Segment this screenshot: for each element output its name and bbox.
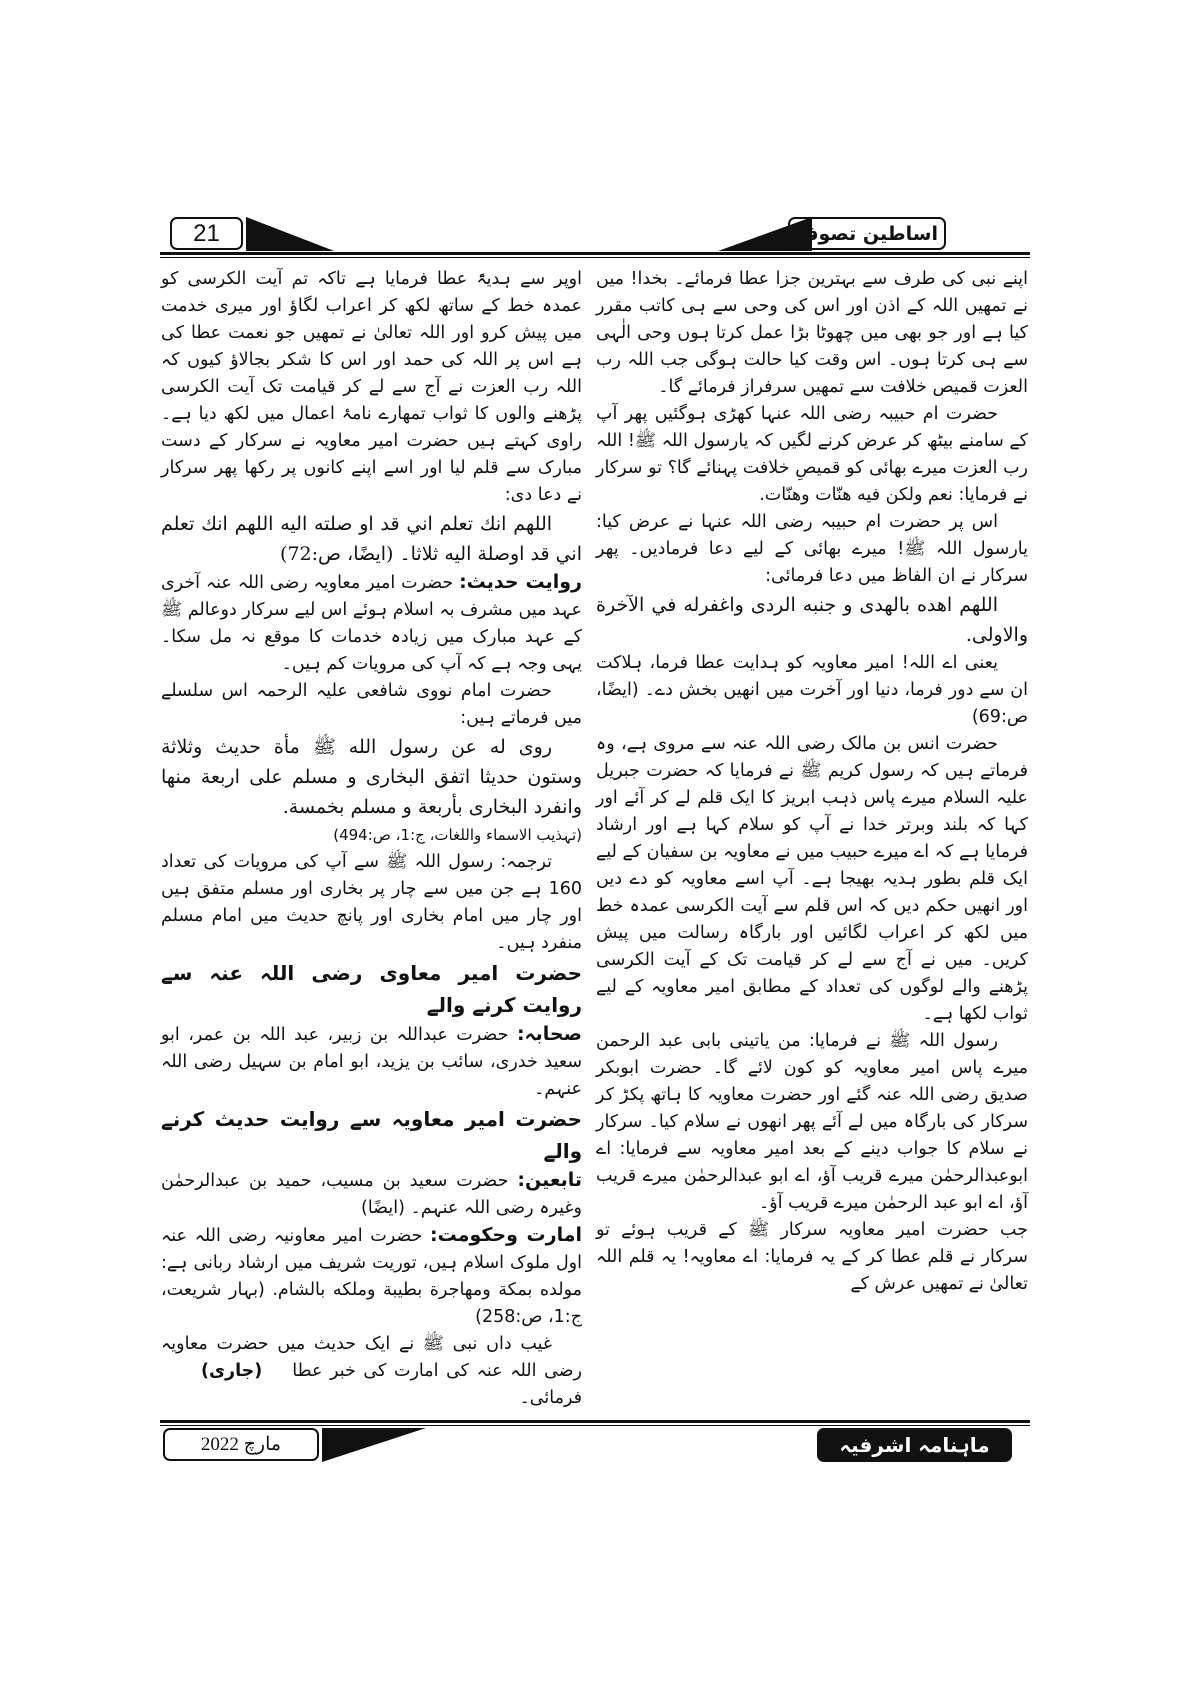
text-line: عبدالرحمٰن میرے قریب آؤ، اے ابو عبد الرحمٰن میرے قریب آؤ۔ [596, 1166, 1028, 1213]
section-label: روایت حدیث: [459, 571, 582, 593]
paragraph [161, 1167, 582, 1222]
text-line: عہد میں مشرف بہ اسلام ہوئے اس لیے سرکار دوعالم ﷺ کے عہد [161, 600, 582, 647]
text-line: وانفرد البخاری بأربعة و مسلم بخمسة. [282, 796, 582, 818]
paragraph [596, 266, 1028, 401]
text-line: گئے اور حضرت معاویہ کا ہاتھ پکڑ کر سرکار کی بارگاہ میں لے آئے پھر [596, 1085, 1028, 1132]
paragraph [161, 957, 582, 1021]
text-line: حضرت امام نووی شافعی علیہ الرحمہ اس سلسلے میں فرماتے ہیں: [161, 681, 582, 728]
text-line: اسلام ہیں، توریت شریف میں ارشاد ربانی ہے: مولده بمكة [161, 1253, 582, 1300]
paragraph [161, 569, 582, 678]
paragraph [161, 1103, 582, 1167]
text-line: لکھ کر اعراب لگائیں اور بارگاہ رسالت میں پیش کریں۔ میں نے آج [596, 923, 1028, 970]
text-line: ذہب ابریز کا ایک قلم لے کر آئے اور کہا کہ بلند وبرتر خدا نے آپ کو [596, 788, 1028, 835]
text-line: کر اعراب لگاؤ اور میری خدمت میں پیش کرو اور اللہ تعالیٰ نے تمھیں [161, 296, 582, 343]
text-line: غیب داں نبی ﷺ نے ایک حدیث میں حضرت معاویہ [161, 1334, 552, 1354]
text-line: دے دیں اور انھیں حکم دیں کہ اس قلم سے آیت الکرسی عمدہ خط میں [596, 869, 1028, 943]
section-title: اساطین تصوف [788, 217, 946, 250]
text-line: سلام کہا ہے اور ارشاد فرمایا ہے کہ اے میرے حبیب میں نے معاویہ [596, 815, 1028, 862]
text-line: 160 ہے جن میں سے چار پر بخاری اور مسلم متفق ہیں اور چار میں امام [161, 879, 582, 926]
paragraph [596, 731, 1028, 1028]
text-line: میرے پاس امیر معاویہ کو کون لائے گا۔ حضرت ابوبکر صدیق رضی اللہ عنہ [596, 1058, 1028, 1105]
text-line: یعنی اے اللہ! امیر معاویہ کو ہدایت عطا فرما، ہلاکت ان سے [596, 653, 1028, 700]
text-line: مبارک میں زیادہ خدمات کا موقع نہ مل سکا۔ یہی وجہ ہے کہ آپ کی [161, 627, 582, 674]
header-rule [160, 252, 1030, 258]
section-label: تابعین: [517, 1169, 582, 1191]
page-number: 21 [170, 217, 243, 250]
text-line: حضرت ام حبیبہ رضی اللہ عنہا کھڑی ہوگئیں پھر آپ کے سامنے بیٹھ کر عرض [596, 404, 1028, 451]
text-line: تعداد کے مطابق امیر معاویہ کے لیے ثواب لکھا ہے۔ [596, 977, 1028, 1024]
paragraph [161, 1331, 582, 1412]
text-line: ومهاجرة بطيبة وملكه بالشام. (بہار شریعت، ج:1، ص:258) [161, 1280, 582, 1327]
issue-date: مارچ 2022 [163, 1428, 319, 1461]
right-column [596, 266, 1028, 1298]
paragraph [161, 678, 582, 732]
text-line: بن سفیان کے لیے ایک قلم بطور ہدیہ بھیجا ہے۔ آپ اسے معاویہ کو [596, 842, 1028, 889]
header-left-wedge [246, 217, 336, 251]
paragraph [596, 1217, 1028, 1298]
text-line: رضی اللہ عنہم۔ (ایضًا) [361, 1198, 534, 1218]
continued-marker: (جاری) [201, 1361, 263, 1381]
text-line: ﷺ! میرے بھائی کے لیے دعا فرمادیں۔ پھر سرکار نے ان الفاظ [596, 539, 1028, 586]
text-line: کرنے لگیں کہ یارسول اللہ ﷺ! اللہ رب العزت میرے بھائی کو [596, 431, 1028, 478]
text-line: اللهم انك تعلم اني قد او صلته اليه اللهم انك [201, 513, 553, 535]
text-line: ہوگی جب اللہ رب العزت قمیص خلافت سے تمھیں سرفراز فرمائے گا۔ [596, 350, 1028, 397]
text-line: جو نعمت عطا کی ہے اس پر اللہ کی حمد اور اس کا شکر بجالاؤ کیوں کہ اللہ [161, 323, 582, 397]
paragraph [596, 509, 1028, 590]
paragraph [161, 822, 582, 849]
paragraph [596, 590, 1028, 650]
text-line: روى له عن رسول الله ﷺ مأة حديث وثلاثة [161, 736, 552, 758]
text-line: میں دعا فرمائی: [765, 566, 886, 586]
text-line: مرویات کم ہیں۔ [281, 654, 407, 674]
paragraph [161, 1021, 582, 1103]
paragraph [161, 849, 582, 957]
text-line: رسول اللہ ﷺ نے فرمایا: من یاتینی بابی عبد الرحمن [596, 1031, 998, 1051]
text-line: حضرت عبداللہ بن زبیر، عبد اللہ بن عمر، ابو سعید خدری، [161, 1025, 582, 1072]
footer-rule [160, 1420, 1030, 1426]
paragraph [161, 1222, 582, 1331]
paragraph [596, 401, 1028, 509]
text-line: بخاری اور پانچ حدیث میں امام مسلم منفرد ہیں۔ [161, 906, 582, 953]
paragraph [161, 509, 582, 569]
text-line: دور فرما، دنیا اور آخرت میں انھیں بخش دے۔ (ایضًا، ص:69) [596, 680, 1028, 727]
left-column [161, 266, 582, 1412]
text-line: اوپر سے ہدیۃً عطا فرمایا ہے تاکہ تم آیت الکرسی کو عمدہ خط کے ساتھ لکھ [161, 269, 582, 316]
paragraph [596, 650, 1028, 731]
text-line: حضرت انس بن مالک رضی اللہ عنہ سے مروی ہے، وہ فرماتے ہیں [596, 734, 1028, 781]
text-line: اللہ کے اذن اور اس کی وحی سے ہی کاتب مقرر کیا ہے اور جو بھی میں [596, 296, 1028, 343]
section-label: صحابہ: [516, 1023, 582, 1045]
text-line: رضی اللہ عنہ کی امارت کی خبر عطا فرمائی۔ [292, 1361, 582, 1408]
text-line: حضرت امیر معاویہ سے روایت حدیث کرنے والے [161, 1107, 582, 1163]
text-line: چھوٹا بڑا عمل کرتا ہوں وحی الٰہی سے ہی کرتا ہوں۔ اس وقت کیا حالت [596, 323, 1028, 370]
paragraph [161, 266, 582, 509]
text-line: حضرت امیر معاونیہ رضی اللہ عنہ اول ملوک [161, 1226, 582, 1273]
text-line: اللهم اهده بالهدى و جنبه الردى واغفرله في [651, 594, 998, 616]
text-line: حضرت سعید بن مسیب، حمید بن عبدالرحمٰن وغیرہ [161, 1171, 582, 1218]
text-line: اپنے نبی کی طرف سے بہترین جزا عطا فرمائے۔ بخدا! میں نے تمھیں [596, 269, 1028, 316]
text-line: هنّات وهنّات. [759, 485, 852, 505]
text-line: والوں کا ثواب تمھارے نامۂ اعمال میں لکھ دیا ہے۔ راوی کہتے ہیں [161, 404, 582, 451]
text-line: جب حضرت امیر معاویہ سرکار ﷺ کے قریب ہوئے تو سرکار نے [596, 1220, 1028, 1267]
text-line: اپنے کانوں پر رکھا پھر سرکار نے دعا دی: [161, 458, 582, 505]
text-line: کہ رسول کریم ﷺ نے فرمایا کہ حضرت جبریل علیہ السلام میرے پاس [596, 761, 1028, 808]
text-line: قمیصِ خلافت پہنائے گا؟ تو سرکار نے فرمایا: نعم ولكن فيه [596, 458, 1028, 505]
text-line: اس پر حضرت ام حبیبہ رضی اللہ عنہا نے عرض کیا: یارسول اللہ [596, 512, 1028, 559]
text-line: تعلم اني قد اوصلة اليه ثلاثا۔ (ایضًا، ص:72) [161, 513, 582, 565]
text-line: (تہذیب الاسماء واللغات، ج:1، ص:494) [333, 826, 582, 844]
text-line: سائب بن یزید، ابو امام بن سہیل رضی اللہ عنہم۔ [161, 1052, 582, 1099]
text-line: الآخرة والاولى. [596, 594, 1028, 646]
footer-left-wedge [322, 1428, 428, 1462]
text-line: معاویہ سے فرمایا: اے ابوعبدالرحمٰن میرے قریب آؤ، اے ابو [596, 1139, 1028, 1186]
text-line: رب العزت نے آج سے لے کر قیامت تک آیت الکرسی پڑھنے [161, 377, 582, 424]
paragraph [161, 732, 582, 822]
text-line: سے لے کر قیامت تک کے آیت الکرسی پڑھنے والے لوگوں کی [596, 950, 1028, 997]
text-line: وستون حديثا اتفق البخاری و مسلم علی اربعة منها [161, 766, 582, 788]
section-label: امارت وحکومت: [429, 1224, 582, 1246]
text-line: حضرت امیر معاوی رضی اللہ عنہ سے روایت کرنے والے [161, 961, 582, 1017]
text-line: ترجمہ: رسول اللہ ﷺ سے آپ کی مرویات کی تعداد [161, 852, 552, 872]
paragraph [596, 1028, 1028, 1217]
text-line: حضرت امیر معاویہ رضی اللہ عنہ آخری [161, 573, 454, 593]
text-line: انھوں نے سلام کیا۔ سرکار نے سلام کا جواب دینے کے بعد امیر [596, 1112, 1028, 1159]
magazine-name: ماہنامہ اشرفیہ [817, 1428, 1012, 1462]
text-line: حضرت امیر معاویہ نے سرکار کے دست مبارک سے قلم لیا اور اسے [161, 431, 582, 478]
text-line: قلم عطا کر کے یہ فرمایا: اے معاویہ! یہ قلم اللہ تعالیٰ نے تمھیں عرش کے [596, 1247, 1028, 1294]
